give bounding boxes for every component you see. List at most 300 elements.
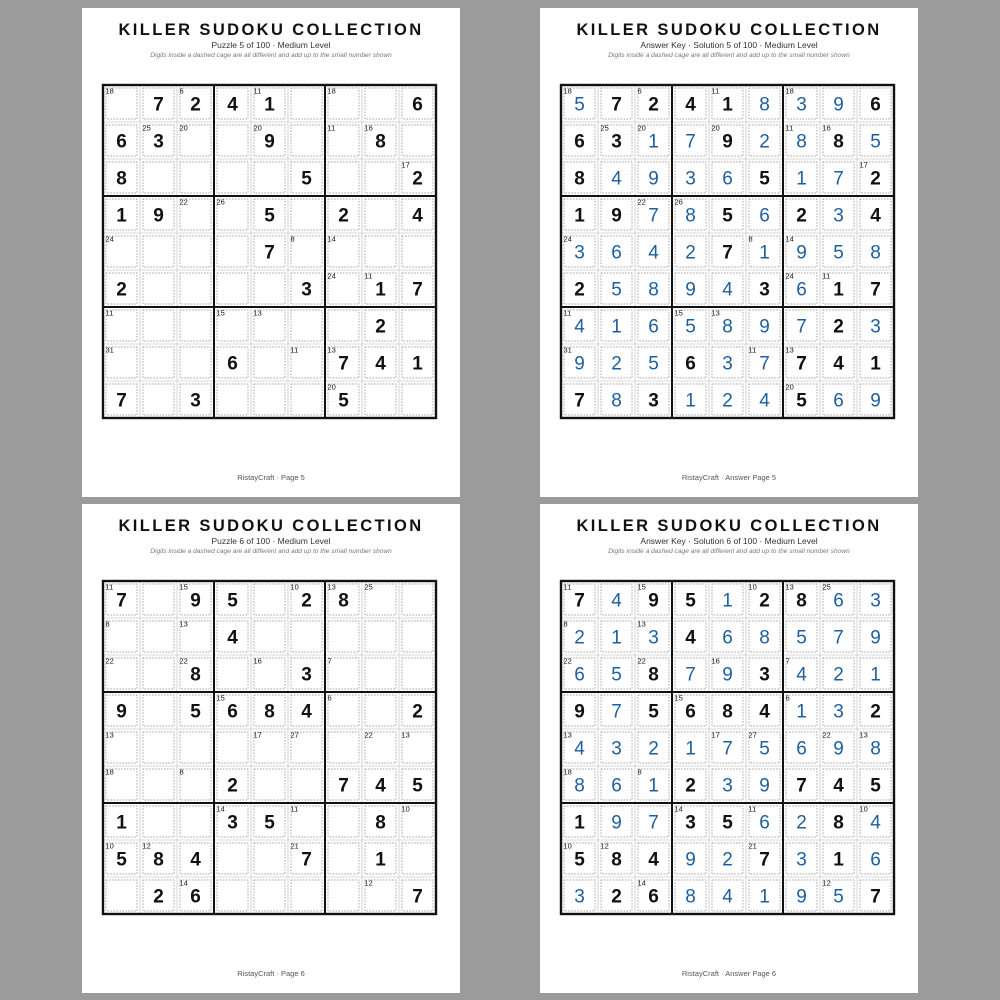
given-digit: 5 [796,390,807,412]
cage-sum: 16 [711,656,720,666]
given-digit: 1 [574,812,585,834]
given-digit: 8 [153,849,164,871]
solution-digit: 1 [685,738,696,760]
solution-digit: 7 [833,627,844,649]
given-digit: 5 [722,205,733,227]
cage-sum: 20 [179,123,188,133]
solution-digit: 9 [574,353,585,375]
given-digit: 3 [301,279,312,301]
cage-sum: 10 [290,582,299,592]
page-footer: RistayCraft · Answer Page 5 [681,473,777,482]
given-digit: 2 [870,701,881,723]
given-digit: 3 [648,390,659,412]
solution-digit: 9 [648,168,659,190]
cage-sum: 6 [327,693,332,703]
given-digit: 2 [685,775,696,797]
given-digit: 5 [301,168,312,190]
cage-sum: 11 [748,345,757,355]
given-digit: 1 [375,279,386,301]
page-footer: RistayCraft · Answer Page 6 [681,969,777,978]
solution-digit: 2 [574,627,585,649]
solution-digit: 9 [685,849,696,871]
given-digit: 8 [574,168,585,190]
given-digit: 6 [227,701,238,723]
cage-sum: 22 [105,656,114,666]
answer-page-5 [540,8,918,497]
solution-digit: 3 [870,590,881,612]
solution-digit: 4 [722,279,733,301]
solution-digit: 7 [833,168,844,190]
given-digit: 5 [264,205,275,227]
given-digit: 2 [412,168,423,190]
solution-digit: 6 [574,664,585,686]
solution-digit: 5 [648,353,659,375]
solution-digit: 8 [611,390,622,412]
page-subtitle: Puzzle 6 of 100 · Medium Level [211,536,331,546]
solution-digit: 7 [611,701,622,723]
cage-sum: 8 [179,767,184,777]
page-title: KILLER SUDOKU COLLECTION [576,517,882,535]
page-footer: RistayCraft · Page 5 [237,473,305,482]
given-digit: 4 [685,627,696,649]
given-digit: 7 [338,775,349,797]
solution-digit: 5 [611,279,622,301]
given-digit: 7 [759,849,770,871]
cage-sum: 16 [364,123,373,133]
given-digit: 2 [153,886,164,908]
given-digit: 6 [870,94,881,116]
cage-sum: 13 [105,730,114,740]
given-digit: 7 [264,242,275,264]
solution-digit: 9 [870,627,881,649]
solution-digit: 5 [685,316,696,338]
instructions: Digits inside a dashed cage are all different and add up to the small number shown [150,52,392,59]
cage-sum: 6 [179,86,184,96]
given-digit: 3 [759,279,770,301]
given-digit: 9 [153,205,164,227]
given-digit: 4 [375,353,386,375]
cage-sum: 14 [674,804,683,814]
solution-digit: 6 [833,390,844,412]
given-digit: 6 [685,701,696,723]
given-digit: 2 [301,590,312,612]
page-title: KILLER SUDOKU COLLECTION [576,21,882,39]
solution-digit: 3 [611,738,622,760]
given-digit: 7 [301,849,312,871]
cage-sum: 20 [711,123,720,133]
cage-sum: 11 [105,308,114,318]
solution-digit: 7 [685,131,696,153]
given-digit: 2 [648,94,659,116]
cage-sum: 8 [290,234,295,244]
given-digit: 3 [190,390,201,412]
given-digit: 5 [722,812,733,834]
solution-digit: 6 [722,627,733,649]
given-digit: 2 [759,590,770,612]
cage-sum: 8 [563,619,568,629]
sudoku-grid [561,85,895,419]
given-digit: 9 [611,205,622,227]
solution-digit: 5 [833,242,844,264]
solution-digit: 8 [685,886,696,908]
given-digit: 2 [227,775,238,797]
given-digit: 1 [116,205,127,227]
solution-digit: 6 [611,775,622,797]
cage-sum: 17 [401,160,410,170]
given-digit: 8 [190,664,201,686]
cage-sum: 11 [105,582,114,592]
given-digit: 5 [574,849,585,871]
solution-digit: 3 [833,205,844,227]
cage-sum: 10 [748,582,757,592]
given-digit: 2 [574,279,585,301]
solution-digit: 3 [685,168,696,190]
solution-digit: 5 [833,886,844,908]
cage-sum: 25 [364,582,373,592]
given-digit: 6 [685,353,696,375]
cage-sum: 20 [785,382,794,392]
given-digit: 4 [759,701,770,723]
cage-sum: 20 [253,123,262,133]
given-digit: 5 [264,812,275,834]
solution-digit: 9 [685,279,696,301]
solution-digit: 6 [722,168,733,190]
given-digit: 2 [412,701,423,723]
cage-sum: 17 [711,730,720,740]
solution-digit: 5 [870,131,881,153]
solution-digit: 7 [648,812,659,834]
solution-digit: 4 [574,316,585,338]
cage-sum: 13 [711,308,720,318]
cage-sum: 8 [748,234,753,244]
solution-digit: 2 [685,242,696,264]
cage-sum: 8 [637,767,642,777]
cage-sum: 13 [327,582,336,592]
solution-digit: 9 [722,664,733,686]
given-digit: 8 [722,701,733,723]
given-digit: 8 [264,701,275,723]
cage-sum: 13 [401,730,410,740]
given-digit: 5 [412,775,423,797]
given-digit: 3 [759,664,770,686]
cage-sum: 8 [105,619,110,629]
solution-digit: 3 [722,775,733,797]
solution-digit: 6 [759,205,770,227]
cage-sum: 10 [859,804,868,814]
given-digit: 6 [648,886,659,908]
given-digit: 2 [338,205,349,227]
cage-sum: 21 [290,841,299,851]
cage-sum: 10 [401,804,410,814]
cage-sum: 25 [600,123,609,133]
solution-digit: 5 [611,664,622,686]
solution-digit: 8 [685,205,696,227]
given-digit: 2 [190,94,201,116]
cage-sum: 11 [748,804,757,814]
cage-sum: 22 [637,656,646,666]
cage-sum: 13 [859,730,868,740]
cage-sum: 18 [563,767,572,777]
cage-sum: 13 [327,345,336,355]
given-digit: 1 [870,353,881,375]
cage-sum: 24 [563,234,572,244]
given-digit: 1 [412,353,423,375]
solution-digit: 9 [833,738,844,760]
solution-digit: 4 [648,242,659,264]
cage-sum: 16 [253,656,262,666]
page-title: KILLER SUDOKU COLLECTION [118,21,424,39]
cage-sum: 11 [364,271,373,281]
solution-digit: 3 [722,353,733,375]
solution-digit: 9 [759,316,770,338]
cage-sum: 12 [822,878,831,888]
given-digit: 4 [833,353,844,375]
cage-sum: 31 [105,345,114,355]
cage-sum: 22 [179,656,188,666]
solution-digit: 6 [796,738,807,760]
cage-sum: 27 [290,730,299,740]
cage-sum: 11 [711,86,720,96]
cage-sum: 7 [785,656,790,666]
given-digit: 7 [574,590,585,612]
given-digit: 9 [648,590,659,612]
cage-sum: 17 [859,160,868,170]
given-digit: 6 [227,353,238,375]
cage-sum: 22 [637,197,646,207]
given-digit: 5 [648,701,659,723]
solution-digit: 7 [722,738,733,760]
given-digit: 6 [412,94,423,116]
given-digit: 4 [685,94,696,116]
page-subtitle: Answer Key · Solution 5 of 100 · Medium Level [640,40,818,50]
solution-digit: 9 [759,775,770,797]
solution-digit: 4 [574,738,585,760]
given-digit: 4 [227,94,238,116]
given-digit: 8 [375,131,386,153]
cage-sum: 24 [327,271,336,281]
cage-sum: 11 [563,308,572,318]
given-digit: 8 [833,812,844,834]
cage-sum: 20 [637,123,646,133]
cage-sum: 18 [327,86,336,96]
solution-digit: 6 [611,242,622,264]
given-digit: 4 [412,205,423,227]
cage-sum: 15 [674,693,683,703]
given-digit: 9 [722,131,733,153]
given-digit: 3 [685,812,696,834]
given-digit: 8 [648,664,659,686]
given-digit: 8 [375,812,386,834]
solution-digit: 5 [759,738,770,760]
given-digit: 6 [116,131,127,153]
given-digit: 1 [375,849,386,871]
puzzle-page-5 [82,8,460,497]
sudoku-grid [103,85,437,419]
solution-digit: 3 [796,94,807,116]
sudoku-grid [103,581,437,915]
given-digit: 7 [796,775,807,797]
cage-sum: 14 [179,878,188,888]
cage-sum: 11 [563,582,572,592]
given-digit: 5 [116,849,127,871]
given-digit: 5 [685,590,696,612]
instructions: Digits inside a dashed cage are all different and add up to the small number shown [150,548,392,555]
cage-sum: 15 [637,582,646,592]
cage-sum: 10 [105,841,114,851]
cage-sum: 13 [563,730,572,740]
solution-digit: 1 [796,701,807,723]
given-digit: 9 [190,590,201,612]
cage-sum: 18 [785,86,794,96]
given-digit: 7 [574,390,585,412]
solution-digit: 3 [574,886,585,908]
given-digit: 2 [375,316,386,338]
cage-sum: 10 [563,841,572,851]
solution-digit: 8 [574,775,585,797]
given-digit: 8 [611,849,622,871]
given-digit: 1 [833,279,844,301]
given-digit: 1 [574,205,585,227]
cage-sum: 15 [179,582,188,592]
solution-digit: 1 [759,242,770,264]
given-digit: 8 [338,590,349,612]
given-digit: 4 [375,775,386,797]
given-digit: 1 [722,94,733,116]
solution-digit: 9 [611,812,622,834]
given-digit: 5 [227,590,238,612]
given-digit: 2 [611,886,622,908]
cage-sum: 22 [179,197,188,207]
solution-digit: 2 [722,390,733,412]
given-digit: 7 [116,590,127,612]
solution-digit: 6 [833,590,844,612]
given-digit: 3 [611,131,622,153]
solution-digit: 4 [759,390,770,412]
cage-sum: 20 [327,382,336,392]
cage-sum: 11 [253,86,262,96]
solution-digit: 1 [870,664,881,686]
sudoku-grid [561,581,895,915]
cage-sum: 15 [216,308,225,318]
cage-sum: 16 [822,123,831,133]
solution-digit: 6 [759,812,770,834]
cage-sum: 12 [364,878,373,888]
solution-digit: 4 [611,168,622,190]
given-digit: 6 [190,886,201,908]
solution-digit: 1 [648,131,659,153]
cage-sum: 26 [674,197,683,207]
solution-digit: 2 [648,738,659,760]
given-digit: 4 [648,849,659,871]
cage-sum: 17 [253,730,262,740]
cage-sum: 7 [327,656,332,666]
cage-sum: 12 [600,841,609,851]
solution-digit: 3 [574,242,585,264]
given-digit: 2 [116,279,127,301]
cage-sum: 13 [179,619,188,629]
solution-digit: 1 [759,886,770,908]
cage-sum: 14 [327,234,336,244]
given-digit: 7 [116,390,127,412]
solution-digit: 8 [870,738,881,760]
cage-sum: 26 [216,197,225,207]
given-digit: 1 [264,94,275,116]
solution-digit: 4 [611,590,622,612]
solution-digit: 2 [611,353,622,375]
given-digit: 4 [870,205,881,227]
cage-sum: 14 [637,878,646,888]
cage-sum: 22 [364,730,373,740]
solution-digit: 8 [870,242,881,264]
cage-sum: 6 [637,86,642,96]
given-digit: 3 [301,664,312,686]
solution-digit: 6 [870,849,881,871]
solution-digit: 5 [796,627,807,649]
given-digit: 8 [833,131,844,153]
cage-sum: 13 [253,308,262,318]
page-footer: RistayCraft · Page 6 [237,969,305,978]
given-digit: 7 [412,886,423,908]
given-digit: 9 [264,131,275,153]
instructions: Digits inside a dashed cage are all different and add up to the small number shown [608,548,850,555]
solution-digit: 9 [796,886,807,908]
given-digit: 9 [116,701,127,723]
given-digit: 5 [190,701,201,723]
given-digit: 7 [870,886,881,908]
solution-digit: 4 [796,664,807,686]
solution-digit: 1 [648,775,659,797]
solution-digit: 3 [648,627,659,649]
cage-sum: 14 [216,804,225,814]
page-subtitle: Answer Key · Solution 6 of 100 · Medium Level [640,536,818,546]
cage-sum: 22 [563,656,572,666]
cage-sum: 25 [822,582,831,592]
solution-digit: 3 [796,849,807,871]
given-digit: 5 [870,775,881,797]
solution-digit: 3 [833,701,844,723]
puzzle-page-6 [82,504,460,993]
solution-digit: 5 [574,94,585,116]
cage-sum: 31 [563,345,572,355]
given-digit: 2 [796,205,807,227]
given-digit: 7 [870,279,881,301]
cage-sum: 11 [290,804,299,814]
solution-digit: 7 [648,205,659,227]
cage-sum: 12 [142,841,151,851]
cage-sum: 22 [822,730,831,740]
page-subtitle: Puzzle 5 of 100 · Medium Level [211,40,331,50]
given-digit: 1 [116,812,127,834]
cage-sum: 11 [785,123,794,133]
given-digit: 1 [833,849,844,871]
given-digit: 4 [833,775,844,797]
given-digit: 3 [227,812,238,834]
solution-digit: 1 [611,316,622,338]
solution-digit: 7 [759,353,770,375]
cage-sum: 18 [105,767,114,777]
cage-sum: 13 [785,345,794,355]
given-digit: 4 [227,627,238,649]
given-digit: 5 [338,390,349,412]
given-digit: 2 [833,316,844,338]
solution-digit: 7 [685,664,696,686]
solution-digit: 2 [833,664,844,686]
given-digit: 2 [870,168,881,190]
solution-digit: 6 [796,279,807,301]
cage-sum: 24 [105,234,114,244]
given-digit: 7 [722,242,733,264]
solution-digit: 9 [796,242,807,264]
